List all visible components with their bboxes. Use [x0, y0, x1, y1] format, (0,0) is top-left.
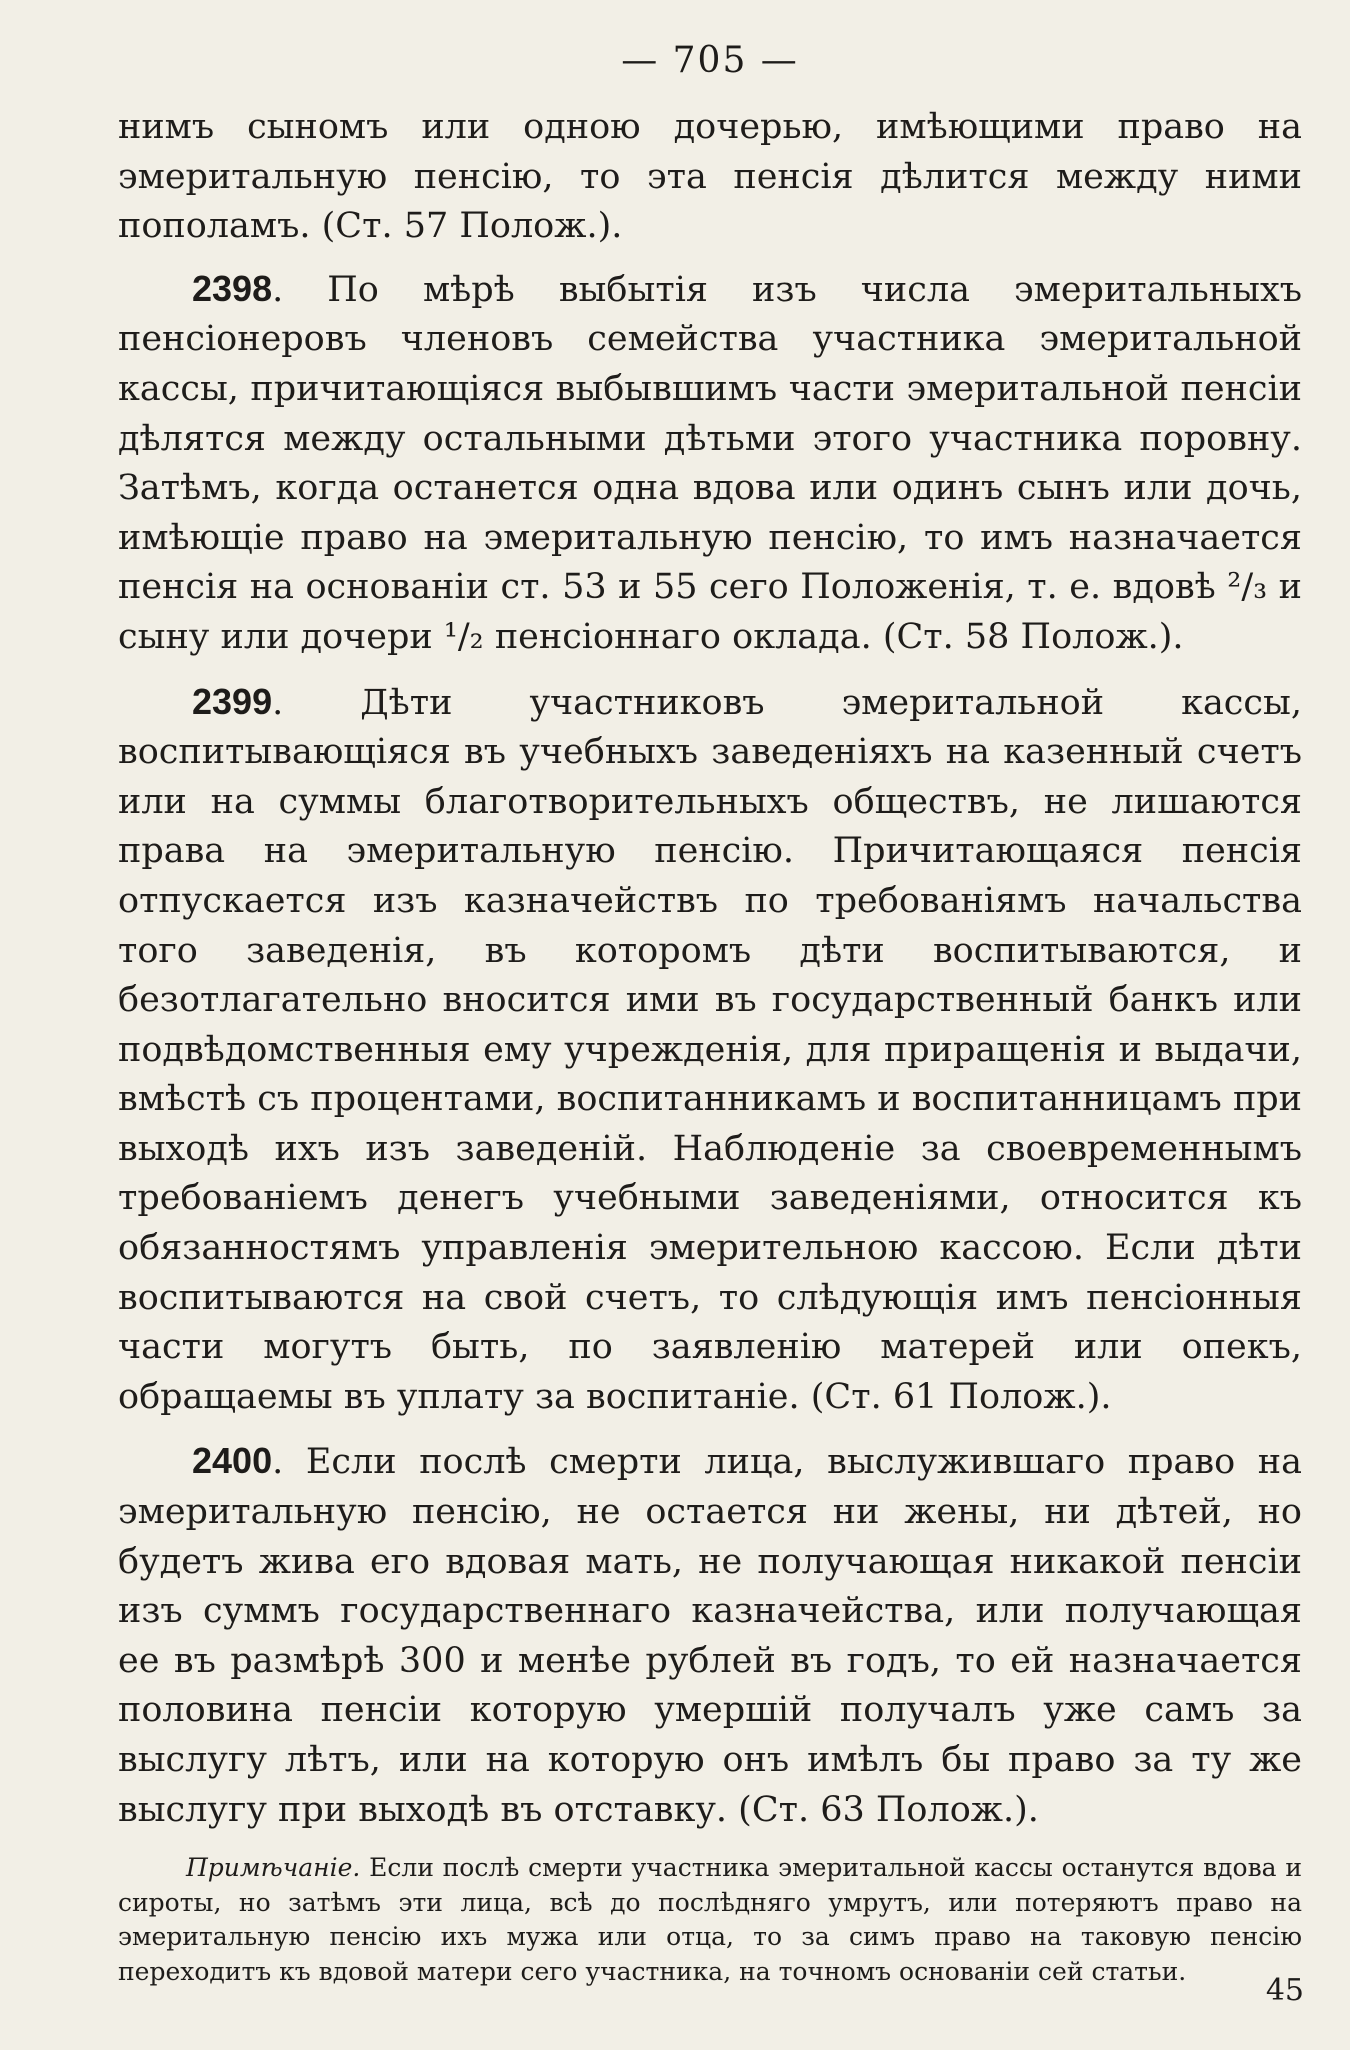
paragraph-continuation	[118, 103, 1302, 252]
article-2399	[118, 677, 1302, 1423]
page-number: — 705 —	[621, 40, 799, 81]
article-number: 2398	[192, 267, 273, 309]
note-label: Примѣчаніе.	[186, 1853, 361, 1883]
paragraph-text: нимъ сыномъ или одною дочерью, имѣющими право на эмеритальную пенсію, то эта пенсія дѣлится между ними пополамъ. (Ст. 57 Полож.).	[118, 107, 1302, 247]
document-page	[118, 40, 1302, 1989]
paragraph-text: . По мѣрѣ выбытія изъ числа эмеритальныхъ пенсіонеровъ членовъ семейства участника эмеритальной кассы, причитающіяся выбывшимъ части эмеритальной пенсіи дѣлятся между остальными дѣтьми этого участника поровну. Затѣмъ, когда останется одна вдова или одинъ сынъ или дочь, имѣющіе право на эмеритальную пенсію, то имъ назначается пенсія на основаніи ст. 53 и 55 сего Положенія, т. е. вдовѣ ²/₃ и сыну или дочери ¹/₂ пенсіоннаго оклада. (Ст. 58 Полож.).	[118, 269, 1302, 657]
article-number: 2400	[192, 1440, 273, 1482]
footnote	[118, 1851, 1302, 1989]
article-2400	[118, 1436, 1302, 1835]
article-number: 2399	[192, 680, 273, 722]
note-text: Если послѣ смерти участника эмеритальной кассы останутся вдова и сироты, но затѣмъ эти лица, всѣ до послѣдняго умрутъ, или потеряютъ право на эмеритальную пенсію ихъ мужа или отца, то за симъ право на таковую пенсію переходитъ къ вдовой матери сего участника, на точномъ основаніи сей статьи.	[118, 1853, 1302, 1986]
article-2398	[118, 264, 1302, 663]
paragraph-text: . Дѣти участниковъ эмеритальной кассы, воспитывающіяся въ учебныхъ заведеніяхъ на казенный счетъ или на суммы благотворительныхъ обществъ, не лишаются права на эмеритальную пенсію. Причитающаяся пенсія отпускается изъ казначействъ по требованіямъ начальства того заведенія, въ которомъ дѣти воспитываются, и безотлагательно вносится ими въ государственный банкъ или подвѣдомственныя ему учрежденія, для приращенія и выдачи, вмѣстѣ съ процентами, воспитанникамъ и воспитанницамъ при выходѣ ихъ изъ заведеній. Наблюденіе за своевременнымъ требованіемъ денегъ учебными заведеніями, относится къ обязанностямъ управленія эмерительною кассою. Если дѣти воспитываются на свой счетъ, то слѣдующія имъ пенсіонныя части могутъ быть, по заявленію матерей или опекъ, обращаемы въ уплату за воспитаніе. (Ст. 61 Полож.).	[118, 682, 1302, 1417]
printer-signature: 45	[1265, 1973, 1304, 2008]
paragraph-text: . Если послѣ смерти лица, выслужившаго право на эмеритальную пенсію, не остается ни жены, ни дѣтей, но будетъ жива его вдовая мать, не получающая никакой пенсіи изъ суммъ государственнаго казначейства, или получающая ее въ размѣрѣ 300 и менѣе рублей въ годъ, то ей назначается половина пенсіи которую умершій получалъ уже самъ за выслугу лѣтъ, или на которую онъ имѣлъ бы право за ту же выслугу при выходѣ въ отставку. (Ст. 63 Полож.).	[118, 1442, 1302, 1830]
